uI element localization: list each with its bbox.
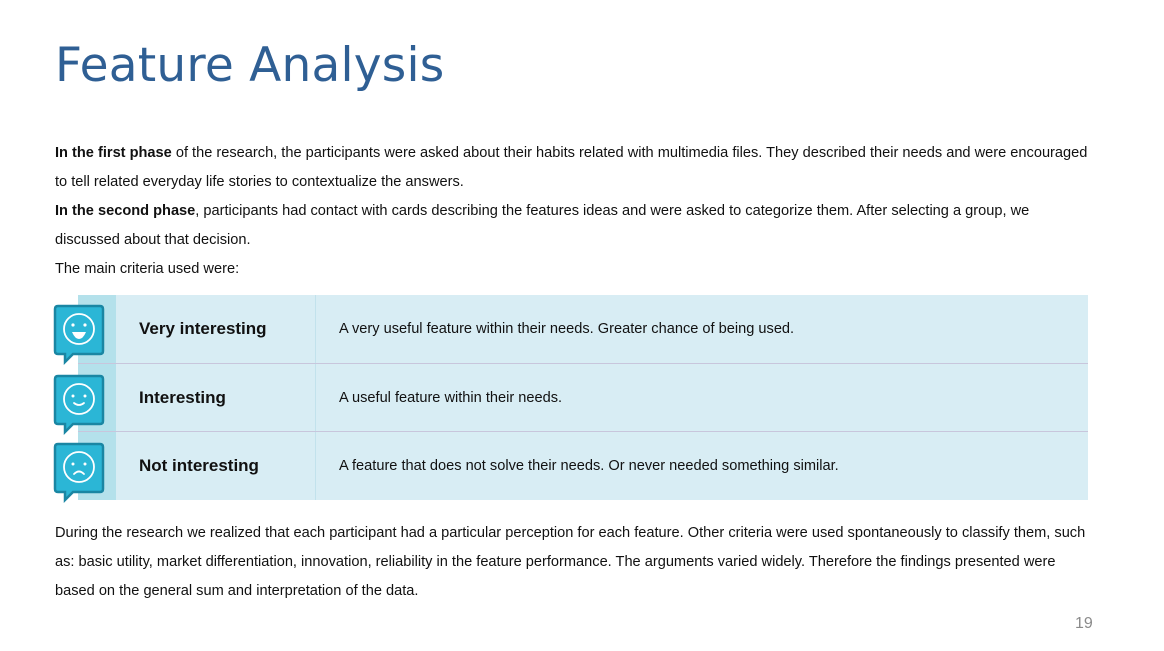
- criteria-description: A feature that does not solve their needs. Or never needed something similar.: [339, 458, 839, 474]
- phase-one-paragraph: [55, 139, 1095, 197]
- page-title: Feature Analysis: [55, 38, 445, 93]
- phase-two-label: In the second phase: [55, 203, 196, 219]
- phase-two-paragraph: [55, 197, 1095, 255]
- criteria-row-interesting: [78, 363, 1088, 432]
- criteria-label: Not interesting: [139, 456, 259, 475]
- criteria-row-very-interesting: [78, 295, 1088, 363]
- phase-two-text: , participants had contact with cards describing the features ideas and were asked to categorize them. After selecting a group, we discussed about that decision.: [55, 203, 1030, 248]
- happy-face-icon: [53, 303, 105, 365]
- criteria-description: A useful feature within their needs.: [339, 390, 563, 406]
- outro-paragraph: During the research we realized that each participant had a particular perception for each feature. Other criteria were used spontaneously to classify them, such as: basic utility, market differentiation, innovation, reliability in the feature performance. The arguments varied widely. Therefore the findings presented were based on the general sum and interpretation of the data.: [55, 525, 1086, 599]
- criteria-description: A very useful feature within their needs. Greater chance of being used.: [339, 321, 795, 337]
- criteria-row-not-interesting: [78, 431, 1088, 500]
- criteria-lead: The main criteria used were:: [55, 261, 240, 277]
- intro-text: [55, 139, 1095, 284]
- criteria-table: [78, 295, 1088, 500]
- sad-face-icon: [53, 441, 105, 503]
- criteria-label: Interesting: [139, 388, 226, 407]
- smile-face-icon: [53, 373, 105, 435]
- criteria-label: Very interesting: [139, 319, 267, 338]
- page-number: 19: [1075, 615, 1093, 632]
- phase-one-text: of the research, the participants were asked about their habits related with multimedia files. They described their needs and were encouraged to tell related everyday life stories to contextualize the answers.: [55, 145, 1088, 190]
- phase-one-label: In the first phase: [55, 145, 172, 161]
